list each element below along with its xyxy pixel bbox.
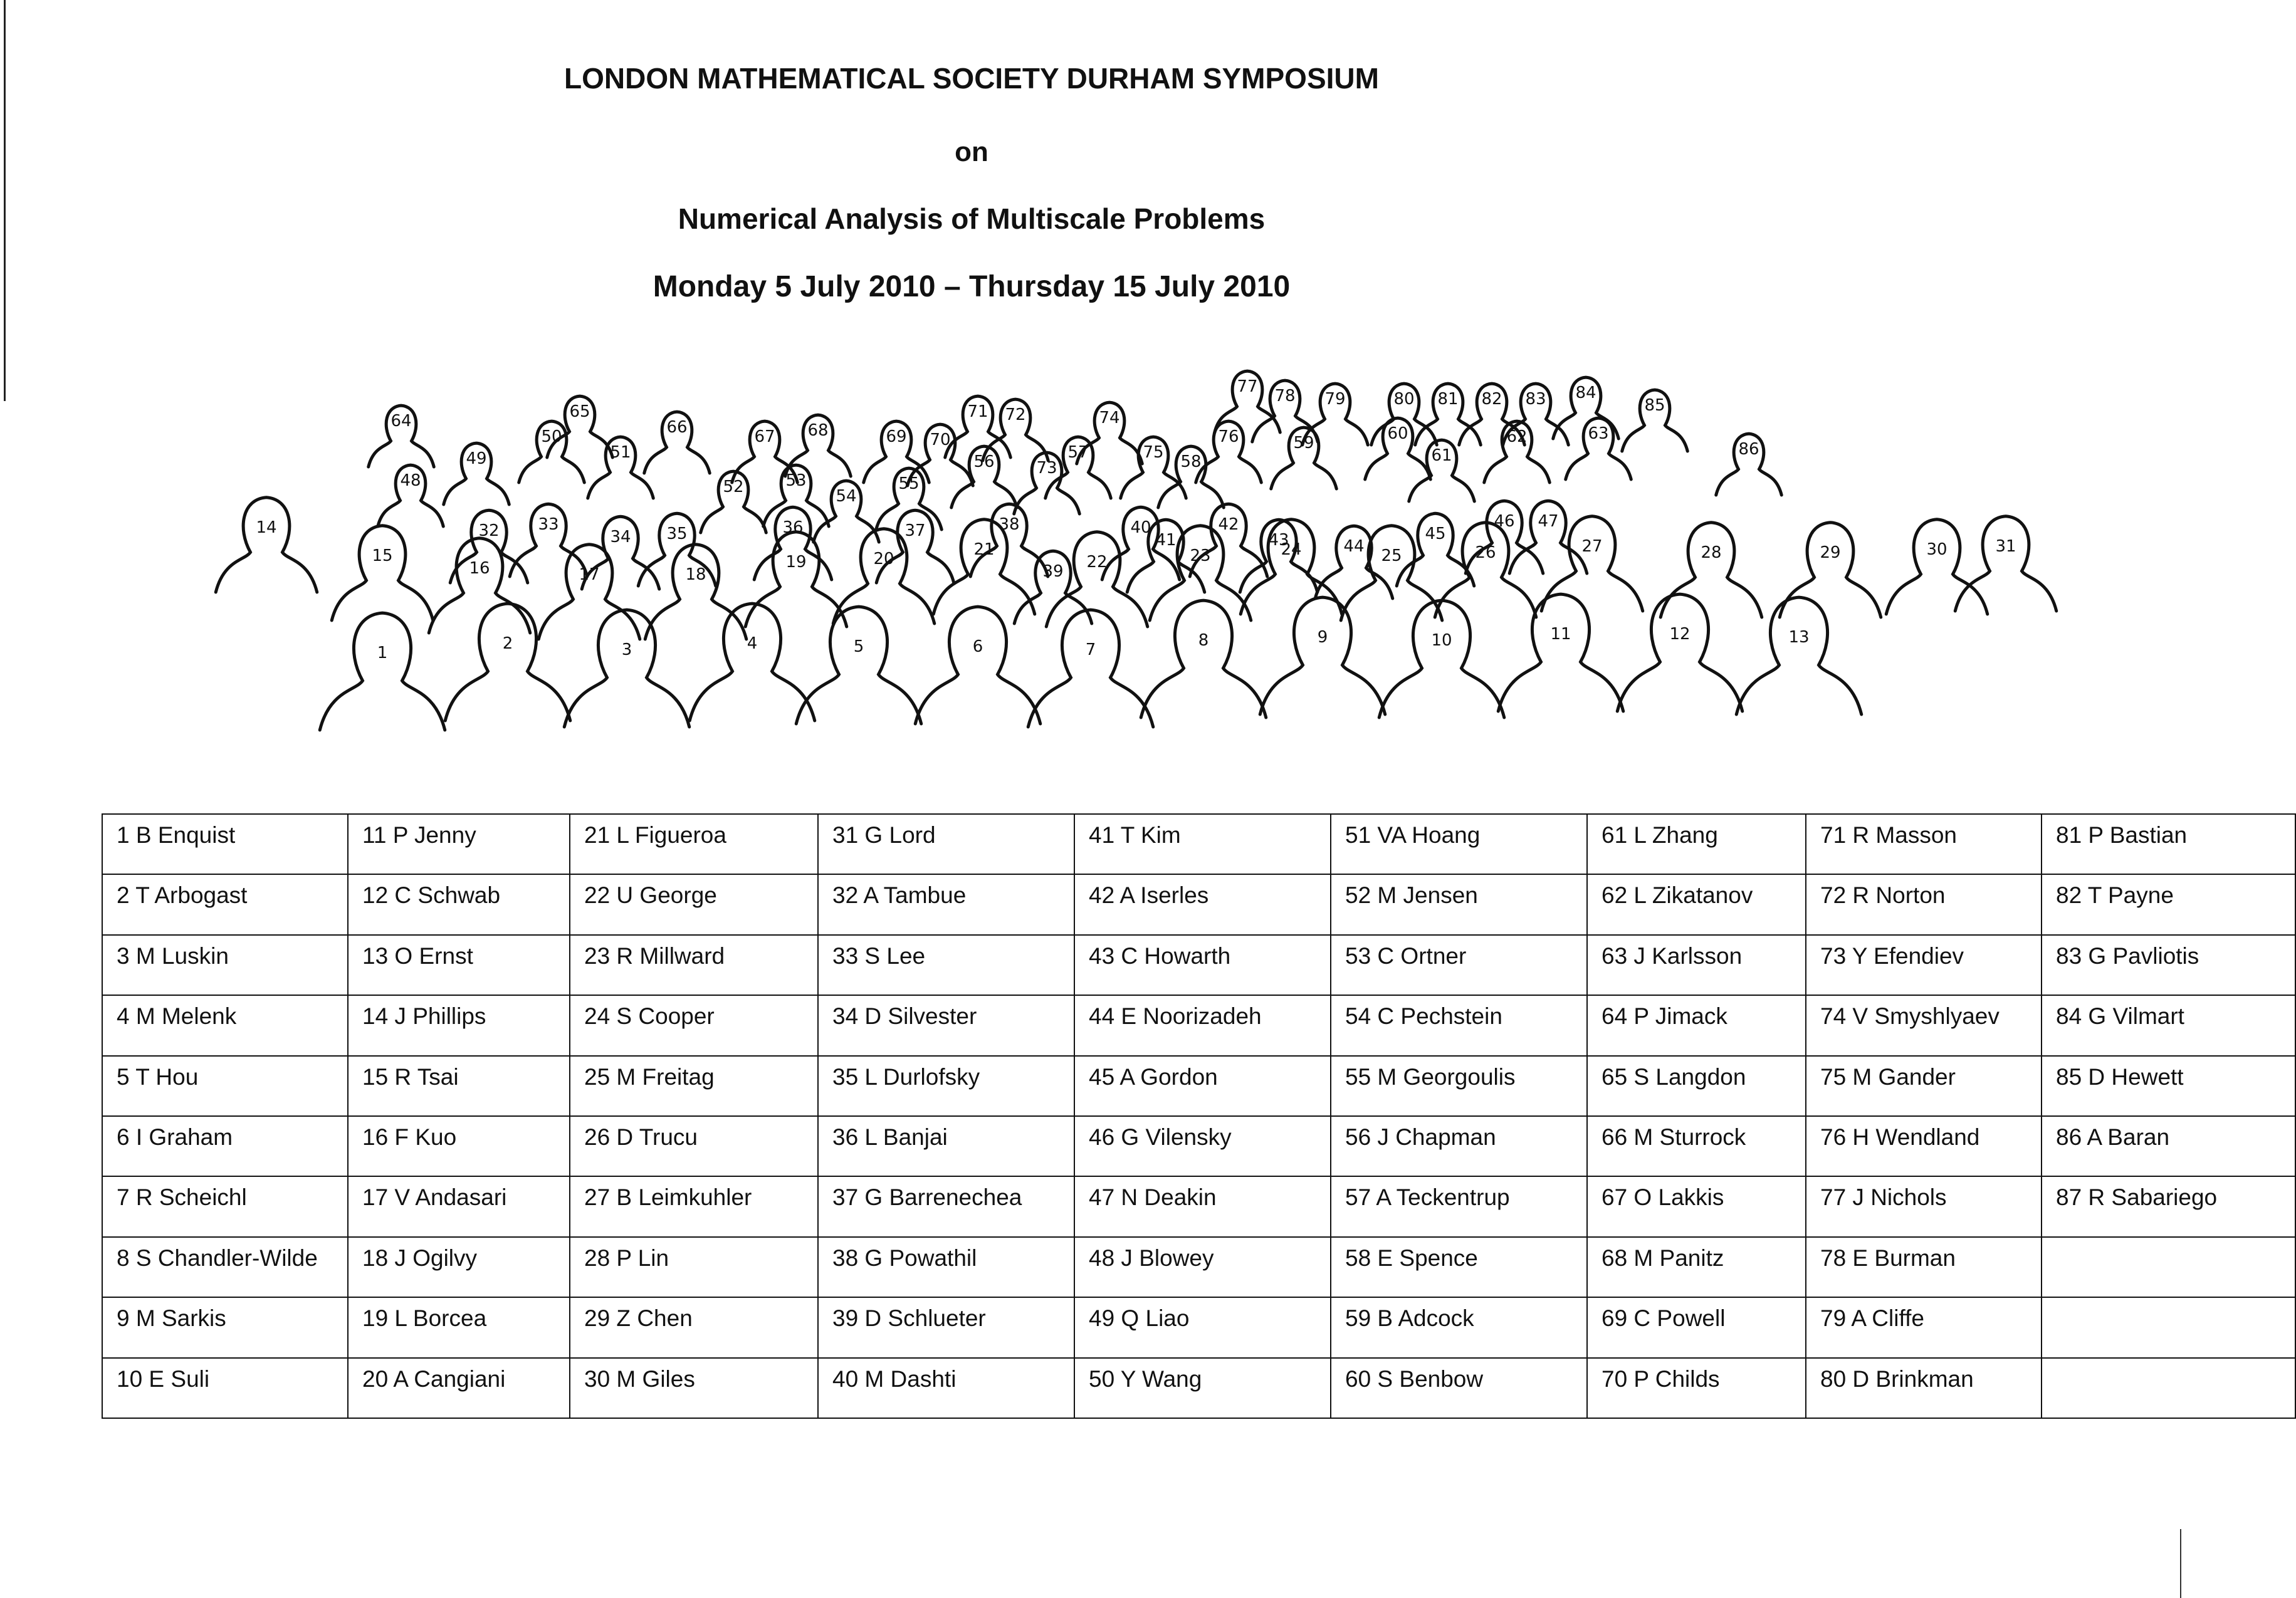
person-number-label: 41 [1155,531,1177,550]
participant-cell: 46 G Vilensky [1074,1116,1331,1176]
person-number-label: 33 [538,515,559,534]
participant-cell: 61 L Zhang [1587,814,1806,874]
participant-cell: 48 J Blowey [1074,1237,1331,1297]
person-number-label: 76 [1218,427,1239,446]
person-number-label: 21 [973,540,995,559]
person-outline [429,538,530,633]
participant-cell: 59 B Adcock [1331,1297,1587,1357]
participant-cell: 66 M Sturrock [1587,1116,1806,1176]
person-number-label: 28 [1701,543,1722,562]
participant-cell: 9 M Sarkis [102,1297,348,1357]
participant-cell: 57 A Teckentrup [1331,1176,1587,1236]
participant-cell: 37 G Barrenechea [818,1176,1074,1236]
participant-cell: 67 O Lakkis [1587,1176,1806,1236]
person-number-label: 39 [1042,562,1064,581]
person-outline [332,526,433,620]
person-outline [1955,516,2057,611]
person-number-label: 24 [1281,540,1302,559]
participant-cell: 55 M Georgoulis [1331,1056,1587,1116]
person-number-label: 50 [541,427,562,446]
participant-cell: 22 U George [570,874,818,934]
participant-cell: 29 Z Chen [570,1297,818,1357]
participant-cell: 45 A Gordon [1074,1056,1331,1116]
person-number-label: 75 [1143,443,1164,462]
title-connector: on [955,137,988,167]
person-outline [1141,600,1266,718]
participant-cell: 82 T Payne [2042,874,2295,934]
table-row [102,1358,2295,1418]
person-number-label: 60 [1387,424,1408,443]
person-outline [445,603,570,721]
person-number-label: 19 [785,553,807,572]
participant-cell: 35 L Durlofsky [818,1056,1074,1116]
participant-cell [2042,1358,2295,1418]
person-number-label: 10 [1431,631,1452,650]
person-number-label: 12 [1669,625,1691,644]
participant-cell: 28 P Lin [570,1237,818,1297]
person-number-label: 67 [754,427,775,446]
participant-cell: 49 Q Liao [1074,1297,1331,1357]
participant-cell: 14 J Phillips [348,995,570,1055]
person-number-label: 61 [1431,446,1452,465]
participant-cell: 11 P Jenny [348,814,570,874]
person-number-label: 85 [1644,396,1665,415]
person-number-label: 45 [1425,525,1446,543]
participant-cell: 79 A Cliffe [1806,1297,2042,1357]
participant-cell: 12 C Schwab [348,874,570,934]
symposium-topic: Numerical Analysis of Multiscale Problems [678,202,1266,235]
person-number-label: 23 [1190,546,1211,565]
participant-cell: 71 R Masson [1806,814,2042,874]
person-number-label: 79 [1324,390,1346,409]
participant-cell: 68 M Panitz [1587,1237,1806,1297]
participant-cell: 69 C Powell [1587,1297,1806,1357]
person-number-label: 14 [256,518,277,537]
person-number-label: 36 [782,518,804,537]
participant-cell: 52 M Jensen [1331,874,1587,934]
person-number-label: 30 [1926,540,1947,559]
person-outline [1780,523,1881,617]
participant-cell: 39 D Schlueter [818,1297,1074,1357]
person-number-label: 1 [377,644,388,662]
participants-table [102,813,2296,1419]
person-number-label: 62 [1506,427,1528,446]
person-number-label: 73 [1036,459,1057,478]
table-row [102,1056,2295,1116]
person-number-label: 18 [685,565,706,584]
person-number-label: 25 [1381,546,1402,565]
participant-cell: 34 D Silvester [818,995,1074,1055]
person-number-label: 72 [1005,405,1026,424]
person-number-label: 32 [478,521,500,540]
participant-cell: 30 M Giles [570,1358,818,1418]
person-outline [1498,594,1623,711]
participant-cell: 44 E Noorizadeh [1074,995,1331,1055]
person-number-label: 11 [1550,625,1571,644]
participant-cell: 41 T Kim [1074,814,1331,874]
person-number-label: 55 [898,474,920,493]
participant-cell: 27 B Leimkuhler [570,1176,818,1236]
participant-cell: 78 E Burman [1806,1237,2042,1297]
participant-cell: 19 L Borcea [348,1297,570,1357]
person-number-label: 35 [666,525,688,543]
participant-cell: 43 C Howarth [1074,935,1331,995]
person-outline [1736,597,1862,714]
person-number-label: 6 [972,637,983,656]
person-number-label: 78 [1274,387,1296,405]
participant-cell [2042,1297,2295,1357]
person-number-label: 22 [1086,553,1108,572]
participant-cell: 23 R Millward [570,935,818,995]
person-number-label: 83 [1525,390,1546,409]
participant-cell: 74 V Smyshlyaev [1806,995,2042,1055]
person-number-label: 58 [1180,452,1202,471]
group-photo-key-sketch [213,370,2068,752]
participant-cell: 58 E Spence [1331,1237,1587,1297]
person-outline [538,545,640,639]
person-number-label: 5 [853,637,864,656]
person-outline [1240,520,1342,614]
person-number-label: 80 [1393,390,1415,409]
participant-cell: 56 J Chapman [1331,1116,1587,1176]
participant-cell: 62 L Zikatanov [1587,874,1806,934]
person-number-label: 44 [1343,537,1365,556]
person-number-label: 2 [502,634,513,653]
person-number-label: 43 [1268,531,1289,550]
participant-cell: 8 S Chandler-Wilde [102,1237,348,1297]
participant-cell: 32 A Tambue [818,874,1074,934]
participant-cell: 17 V Andasari [348,1176,570,1236]
participant-cell: 1 B Enquist [102,814,348,874]
participant-cell: 47 N Deakin [1074,1176,1331,1236]
person-number-label: 57 [1067,443,1089,462]
person-outline [1260,597,1385,714]
table-row [102,1116,2295,1176]
participant-cell: 81 P Bastian [2042,814,2295,874]
person-number-label: 56 [973,452,995,471]
person-number-label: 26 [1475,543,1496,562]
participant-cell [2042,1237,2295,1297]
participant-cell: 40 M Dashti [818,1358,1074,1418]
person-number-label: 71 [967,402,988,421]
participant-cell: 31 G Lord [818,814,1074,874]
person-number-label: 66 [666,418,688,437]
participant-cell: 16 F Kuo [348,1116,570,1176]
participant-cell: 26 D Trucu [570,1116,818,1176]
participant-cell: 10 E Suli [102,1358,348,1418]
person-number-label: 77 [1237,377,1258,396]
participant-cell: 73 Y Efendiev [1806,935,2042,995]
person-number-label: 47 [1538,512,1559,531]
participant-cell: 15 R Tsai [348,1056,570,1116]
participant-cell: 3 M Luskin [102,935,348,995]
person-number-label: 81 [1437,390,1459,409]
table-row [102,995,2295,1055]
person-number-label: 20 [873,550,894,568]
participant-cell: 51 VA Hoang [1331,814,1587,874]
table-row [102,814,2295,874]
person-number-label: 86 [1738,440,1759,459]
person-number-label: 65 [569,402,590,421]
person-number-label: 15 [372,546,393,565]
person-outline [1660,523,1762,617]
person-number-label: 16 [469,559,490,578]
participant-cell: 18 J Ogilvy [348,1237,570,1297]
person-number-label: 13 [1788,628,1810,647]
participant-cell: 6 I Graham [102,1116,348,1176]
participant-cell: 7 R Scheichl [102,1176,348,1236]
person-number-label: 64 [391,412,412,431]
participant-cell: 42 A Iserles [1074,874,1331,934]
participant-cell: 13 O Ernst [348,935,570,995]
scan-edge-line [4,0,6,401]
participant-cell: 2 T Arbogast [102,874,348,934]
person-number-label: 37 [904,521,926,540]
table-row [102,935,2295,995]
person-number-label: 84 [1575,384,1596,402]
participant-cell: 20 A Cangiani [348,1358,570,1418]
person-number-label: 17 [579,565,600,584]
person-outline [216,498,317,592]
person-number-label: 54 [836,487,857,506]
participant-cell: 77 J Nichols [1806,1176,2042,1236]
participant-cell: 38 G Powathil [818,1237,1074,1297]
participant-cell: 21 L Figueroa [570,814,818,874]
person-number-label: 68 [807,421,829,440]
person-outline [689,603,815,721]
person-number-label: 52 [723,478,744,496]
participant-cell: 5 T Hou [102,1056,348,1116]
person-number-label: 82 [1481,390,1502,409]
participant-cell: 85 D Hewett [2042,1056,2295,1116]
table-row [102,1176,2295,1236]
participant-cell: 60 S Benbow [1331,1358,1587,1418]
person-number-label: 69 [886,427,907,446]
scan-edge-mark [2180,1529,2181,1598]
person-number-label: 31 [1995,537,2016,556]
participant-cell: 65 S Langdon [1587,1056,1806,1116]
person-number-label: 29 [1820,543,1841,562]
participant-cell: 4 M Melenk [102,995,348,1055]
person-number-label: 8 [1198,631,1209,650]
person-number-label: 49 [466,449,487,468]
person-number-label: 70 [930,431,951,449]
participant-cell: 25 M Freitag [570,1056,818,1116]
participant-cell: 72 R Norton [1806,874,2042,934]
participant-cell: 33 S Lee [818,935,1074,995]
person-number-label: 27 [1581,537,1603,556]
person-number-label: 53 [785,471,807,490]
person-outline [1617,594,1743,711]
participant-cell: 83 G Pavliotis [2042,935,2295,995]
participant-cell: 64 P Jimack [1587,995,1806,1055]
person-outline [796,607,921,724]
participant-cell: 75 M Gander [1806,1056,2042,1116]
person-number-label: 51 [610,443,631,462]
person-number-label: 74 [1099,409,1120,427]
person-number-label: 4 [747,634,758,653]
participant-cell: 76 H Wendland [1806,1116,2042,1176]
person-number-label: 59 [1293,434,1314,452]
participant-cell: 24 S Cooper [570,995,818,1055]
person-outline [1886,520,1988,614]
participant-cell: 36 L Banjai [818,1116,1074,1176]
symposium-dates: Monday 5 July 2010 – Thursday 15 July 2010 [653,270,1291,303]
person-number-label: 63 [1588,424,1609,443]
participant-cell: 80 D Brinkman [1806,1358,2042,1418]
participant-cell: 63 J Karlsson [1587,935,1806,995]
table-row [102,1297,2295,1357]
participant-cell: 84 G Vilmart [2042,995,2295,1055]
participant-cell: 53 C Ortner [1331,935,1587,995]
person-number-label: 9 [1317,628,1328,647]
person-number-label: 7 [1085,640,1096,659]
person-number-label: 46 [1494,512,1515,531]
person-outline [320,613,445,730]
person-number-label: 48 [400,471,421,490]
symposium-title: LONDON MATHEMATICAL SOCIETY DURHAM SYMPOSIUM [564,62,1379,95]
participant-cell: 70 P Childs [1587,1358,1806,1418]
participant-cell: 87 R Sabariego [2042,1176,2295,1236]
participant-cell: 86 A Baran [2042,1116,2295,1176]
person-number-label: 3 [621,640,632,659]
table-row [102,874,2295,934]
table-row [102,1237,2295,1297]
person-number-label: 40 [1130,518,1151,537]
person-number-label: 38 [999,515,1020,534]
participant-cell: 50 Y Wang [1074,1358,1331,1418]
person-number-label: 34 [610,528,631,546]
person-outline [564,610,689,727]
participant-cell: 54 C Pechstein [1331,995,1587,1055]
person-number-label: 42 [1218,515,1239,534]
